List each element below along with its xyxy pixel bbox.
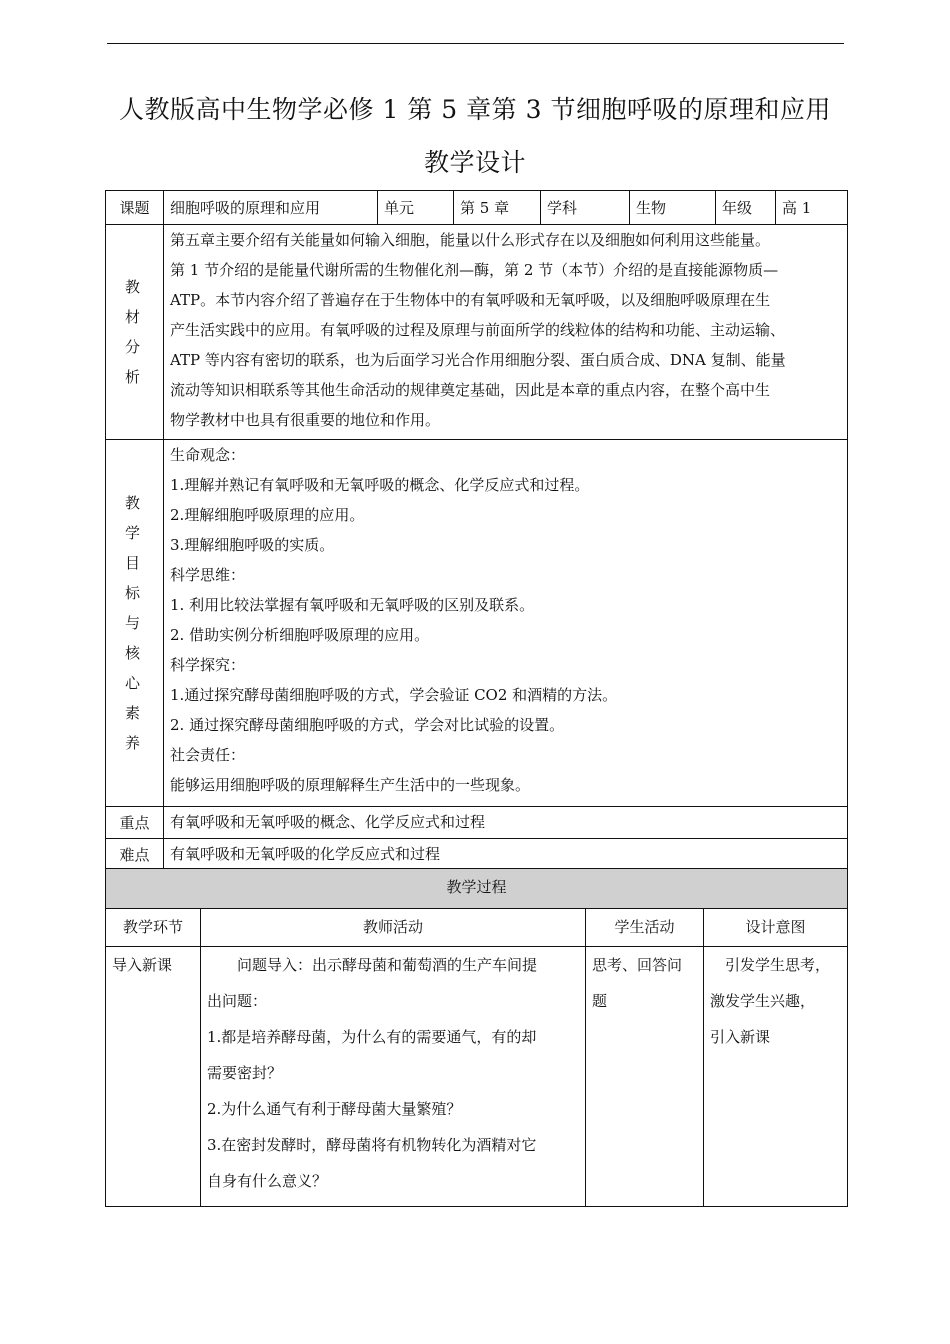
unit-label: 单元 — [378, 191, 454, 225]
analysis-line: ATP。本节内容介绍了普遍存在于生物体中的有氧呼吸和无氧呼吸，以及细胞呼吸原理在生 — [170, 291, 771, 309]
column-header-student: 学生活动 — [586, 909, 704, 947]
table-row — [106, 947, 848, 1207]
objective-line: 生命观念： — [170, 446, 246, 464]
design-intent-cell: 引发学生思考， 激发学生兴趣， 引入新课 — [704, 947, 848, 1207]
objectives-content — [164, 440, 848, 807]
key-point-value: 有氧呼吸和无氧呼吸的概念、化学反应式和过程 — [164, 807, 848, 839]
topic-value: 细胞呼吸的原理和应用 — [164, 191, 378, 225]
objective-line: 1.通过探究酵母菌细胞呼吸的方式，学会验证 CO2 和酒精的方法。 — [170, 686, 618, 704]
teacher-activity-cell: 问题导入：出示酵母菌和葡萄酒的生产车间提 出问题： 1.都是培养酵母菌，为什么有的需要通气，有的却 需要密封？ 2.为什么通气有利于酵母菌大量繁殖？ 3.在密封发酵时，酵母菌将有机物转化为酒精对它 自身有什么意义？ — [201, 947, 586, 1207]
grade-label: 年级 — [716, 191, 776, 225]
objectives-label: 教 学 目 标 与 核 心 素 养 — [106, 440, 164, 807]
objective-line: 3.理解细胞呼吸的实质。 — [170, 536, 335, 554]
objective-line: 2.理解细胞呼吸原理的应用。 — [170, 506, 365, 524]
objective-line: 科学探究： — [170, 656, 246, 674]
analysis-label: 教 材 分析 — [106, 225, 164, 440]
key-point-label: 重点 — [106, 807, 164, 839]
analysis-line: 第 1 节介绍的是能量代谢所需的生物催化剂—酶，第 2 节（本节）介绍的是直接能源物质— — [170, 261, 779, 279]
teaching-process-table — [105, 868, 848, 1207]
analysis-line: 流动等知识相联系等其他生命活动的规律奠定基础，因此是本章的重点内容，在整个高中生 — [170, 381, 771, 399]
objective-line: 2. 借助实例分析细胞呼吸原理的应用。 — [170, 626, 430, 644]
document-subtitle: 教学设计 — [423, 148, 526, 177]
student-activity-cell: 思考、回答问 题 — [586, 947, 704, 1207]
analysis-line: ATP 等内容有密切的联系，也为后面学习光合作用细胞分裂、蛋白质合成、DNA 复制、能量 — [170, 351, 786, 369]
analysis-line: 物学教材中也具有很重要的地位和作用。 — [170, 411, 441, 429]
objective-line: 2. 通过探究酵母菌细胞呼吸的方式，学会对比试验的设置。 — [170, 716, 565, 734]
lesson-info-table — [105, 190, 848, 225]
objective-line: 科学思维： — [170, 566, 246, 584]
difficulty-label: 难点 — [106, 839, 164, 871]
analysis-line: 产生活实践中的应用。有氧呼吸的过程及原理与前面所学的线粒体的结构和功能、主动运输、 — [170, 321, 786, 339]
difficulty-value: 有氧呼吸和无氧呼吸的化学反应式和过程 — [164, 839, 848, 871]
objective-line: 1.理解并熟记有氧呼吸和无氧呼吸的概念、化学反应式和过程。 — [170, 476, 590, 494]
objective-line: 能够运用细胞呼吸的原理解释生产生活中的一些现象。 — [170, 776, 531, 794]
column-header-stage: 教学环节 — [106, 909, 201, 947]
subject-label: 学科 — [541, 191, 630, 225]
grade-value: 高 1 — [776, 191, 848, 225]
objective-line: 社会责任： — [170, 746, 246, 764]
process-header: 教学过程 — [106, 869, 848, 909]
header-rule — [107, 43, 844, 44]
column-header-teacher: 教师活动 — [201, 909, 586, 947]
column-header-intent: 设计意图 — [704, 909, 848, 947]
stage-cell: 导入新课 — [106, 947, 201, 1207]
analysis-line: 第五章主要介绍有关能量如何输入细胞，能量以什么形式存在以及细胞如何利用这些能量。 — [170, 231, 771, 249]
subject-value: 生物 — [630, 191, 716, 225]
unit-value: 第 5 章 — [454, 191, 541, 225]
objective-line: 1. 利用比较法掌握有氧呼吸和无氧呼吸的区别及联系。 — [170, 596, 535, 614]
lesson-main-table — [105, 224, 848, 871]
document-title: 人教版高中生物学必修 1 第 5 章第 3 节细胞呼吸的原理和应用 — [119, 95, 831, 124]
topic-label: 课题 — [106, 191, 164, 225]
analysis-content — [164, 225, 848, 440]
